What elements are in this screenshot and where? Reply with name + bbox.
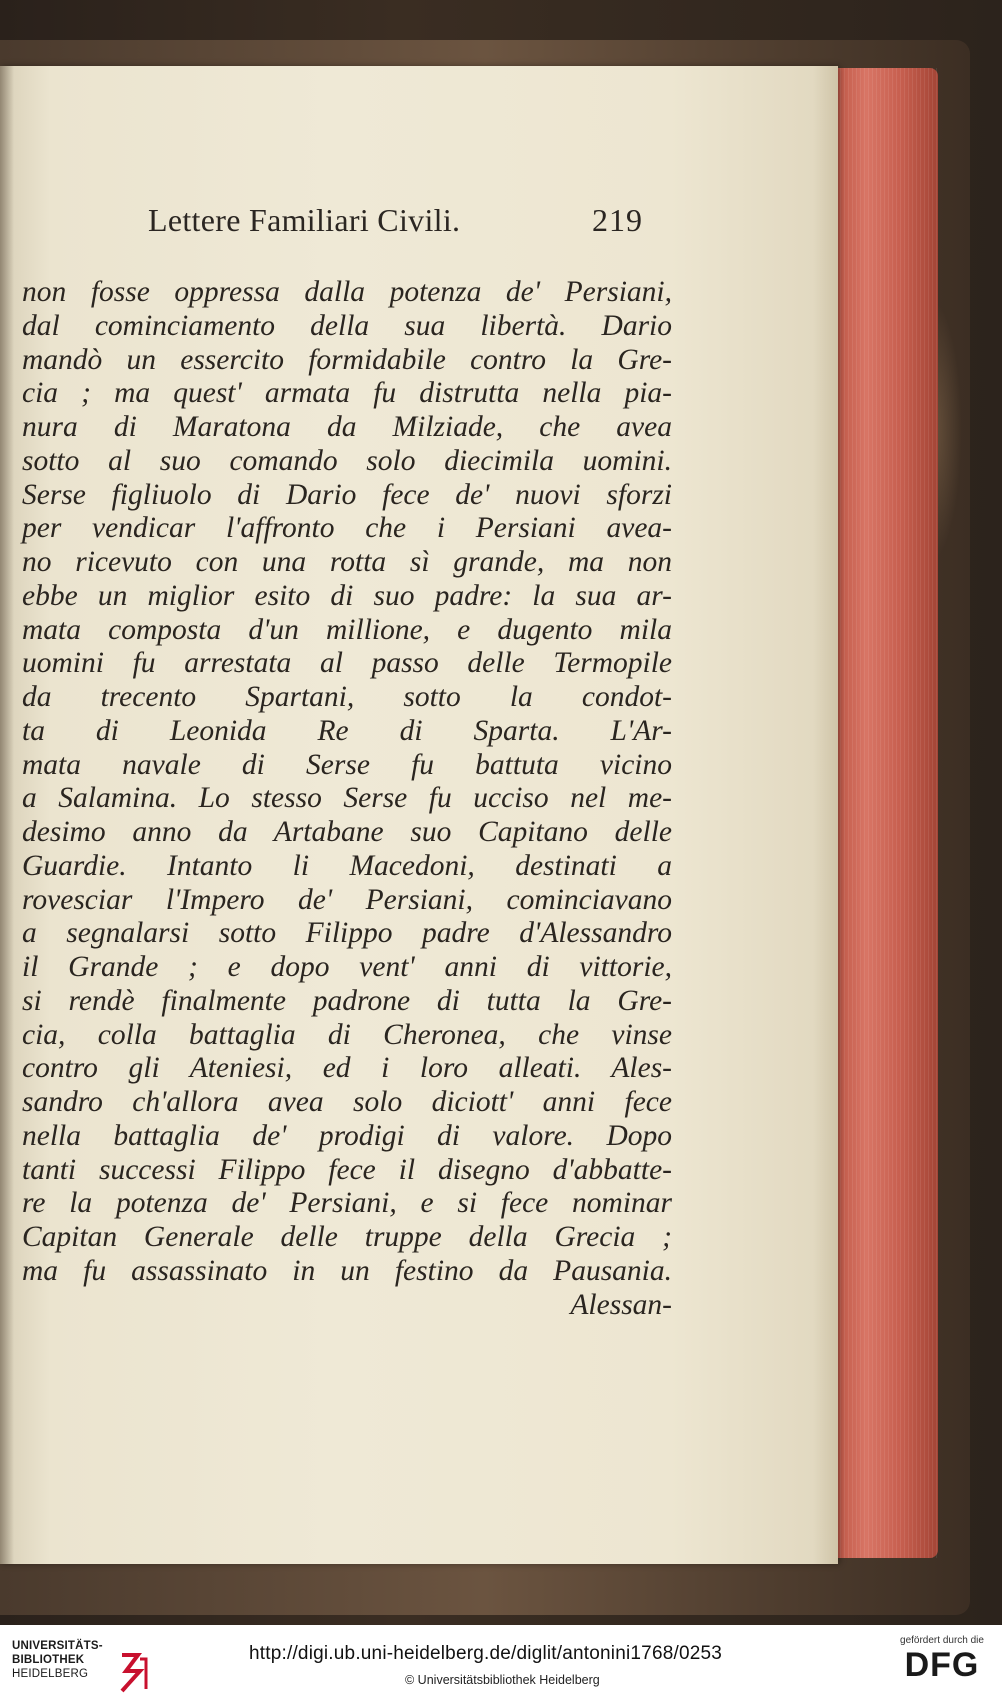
running-head — [0, 202, 838, 248]
text-line: Guardie. Intanto li Macedoni, destinati a — [22, 849, 672, 882]
text-line: cia, colla battaglia di Cheronea, che vinse — [22, 1018, 672, 1051]
library-name-line3: HEIDELBERG — [12, 1668, 89, 1680]
body-text — [22, 276, 672, 1322]
dfg-logo[interactable] — [892, 1635, 992, 1684]
text-line: a Salamina. Lo stesso Serse fu ucciso nel me- — [22, 782, 672, 815]
text-line: uomini fu arrestata al passo delle Termopile — [22, 647, 672, 680]
text-line: sotto al suo comando solo diecimila uomini. — [22, 444, 672, 477]
text-line: ta di Leonida Re di Sparta. L'Ar- — [22, 714, 672, 747]
text-line: dal cominciamento della sua libertà. Dario — [22, 309, 672, 342]
funder-name: DFG — [904, 1646, 980, 1684]
text-line: ma fu assassinato in un festino da Pausania. — [22, 1254, 672, 1287]
text-line: ebbe un miglior esito di suo padre: la sua ar- — [22, 579, 672, 612]
text-line: sandro ch'allora avea solo diciott' anni fece — [22, 1086, 672, 1118]
library-name-line1: UNIVERSITÄTS- — [12, 1640, 103, 1652]
text-line: contro gli Ateniesi, ed i loro alleati. Ales- — [22, 1052, 672, 1085]
text-line: no ricevuto con una rotta sì grande, ma non — [22, 546, 672, 578]
text-line: a segnalarsi sotto Filippo padre d'Alessandro — [22, 917, 672, 950]
text-line: per vendicar l'affronto che i Persiani avea- — [22, 512, 672, 545]
text-line: da trecento Spartani, sotto la condot- — [22, 681, 672, 713]
footer-bar — [0, 1625, 1002, 1699]
text-line: Serse figliuolo di Dario fece de' nuovi sforzi — [22, 478, 672, 511]
copyright-notice: © Universitätsbibliothek Heidelberg — [405, 1673, 600, 1687]
text-line: Capitan Generale delle truppe della Grecia ; — [22, 1221, 672, 1253]
text-line: nella battaglia de' prodigi di valore. Dopo — [22, 1119, 672, 1152]
funding-note: gefördert durch die — [900, 1635, 984, 1646]
library-logo-icon — [116, 1651, 150, 1693]
text-line: cia ; ma quest' armata fu distrutta nella pia- — [22, 377, 672, 410]
text-line: nura di Maratona da Milziade, che avea — [22, 411, 672, 443]
text-line: mandò un essercito formidabile contro la Gre- — [22, 343, 672, 376]
library-logo[interactable] — [12, 1639, 147, 1689]
text-line: non fosse oppressa dalla potenza de' Persiani, — [22, 276, 672, 308]
text-line: il Grande ; e dopo vent' anni di vittorie, — [22, 951, 672, 983]
page-block-edge — [828, 68, 938, 1558]
text-line: mata composta d'un millione, e dugento mila — [22, 613, 672, 646]
page-number: 219 — [592, 202, 643, 238]
text-line: tanti successi Filippo fece il disegno d'abbatte- — [22, 1153, 672, 1186]
text-line: si rendè finalmente padrone di tutta la Gre- — [22, 984, 672, 1017]
running-title: Lettere Familiari Civili. — [148, 202, 461, 238]
gutter-shadow — [0, 66, 14, 1564]
catchword: Alessan- — [570, 1288, 672, 1321]
text-line: re la potenza de' Persiani, e si fece nominar — [22, 1187, 672, 1220]
text-line: desimo anno da Artabane suo Capitano delle — [22, 816, 672, 848]
text-line: rovesciar l'Impero de' Persiani, cominciavano — [22, 883, 672, 916]
library-name-line2: BIBLIOTHEK — [12, 1654, 85, 1666]
text-line: mata navale di Serse fu battuta vicino — [22, 748, 672, 781]
permalink-url[interactable]: http://digi.ub.uni-heidelberg.de/diglit/antonini1768/0253 — [249, 1643, 723, 1664]
